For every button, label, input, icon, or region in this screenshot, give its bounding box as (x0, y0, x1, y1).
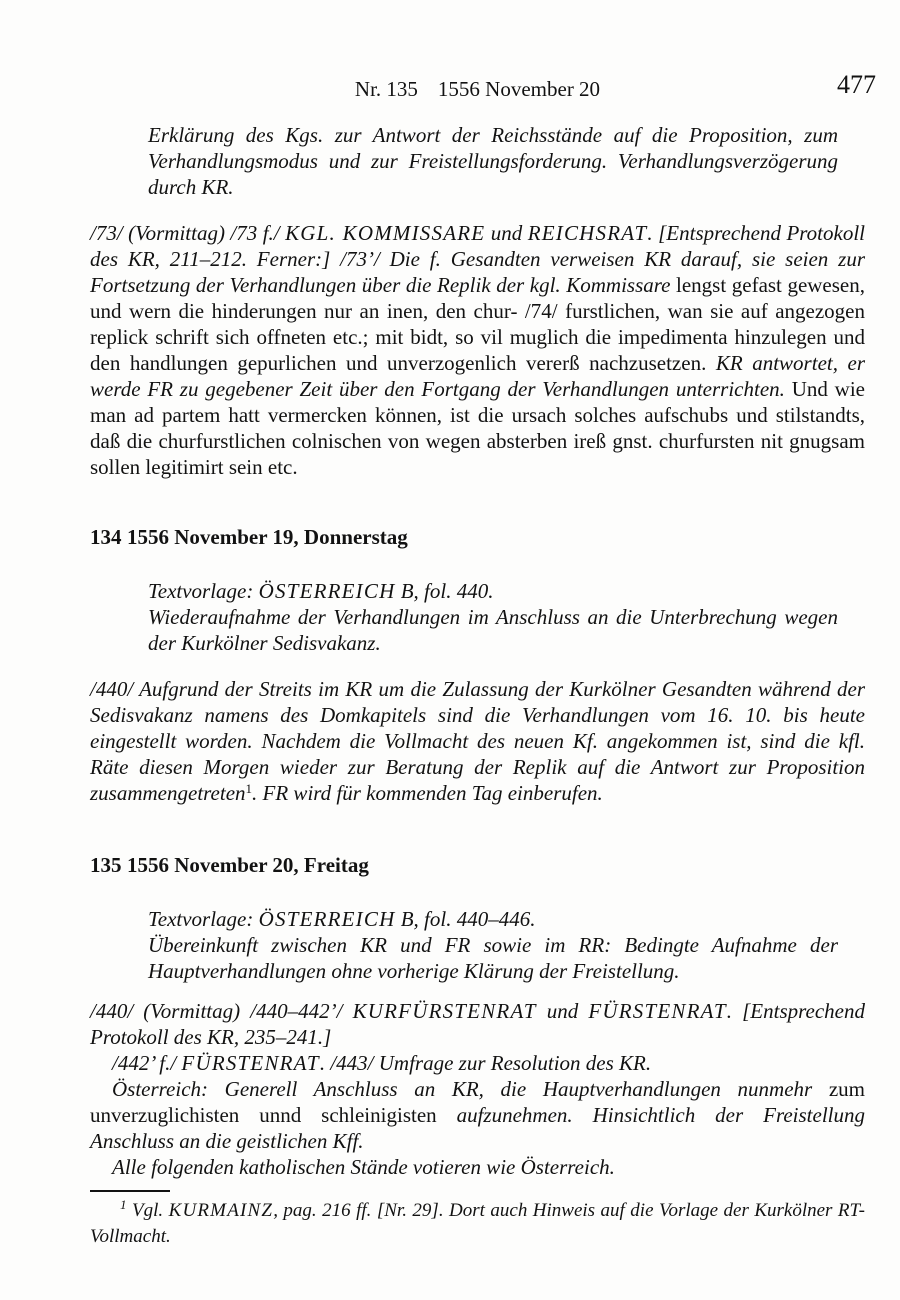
text-segment-caps: KGL. KOMMISSARE (285, 221, 486, 245)
entry-134-source-line (148, 578, 838, 604)
running-head-date: 1556 November 20 (437, 77, 601, 101)
text-block (90, 0, 876, 1250)
entry-title: 1556 November 19, Donnerstag (127, 525, 408, 549)
text-segment-it: Textvorlage: (148, 579, 259, 603)
entry-134-body-paragraph (90, 676, 865, 806)
entry-134-summary: Wiederaufnahme der Verhandlungen im Anschluss an die Unterbrechung wegen der Kurkölner Sedisvakanz. (148, 605, 838, 655)
text-segment-caps: KURMAINZ (168, 1200, 274, 1221)
entry-number: 134 (90, 525, 122, 549)
text-segment-it: . [Entsprechend Protokoll des KR, 235–241.] (90, 999, 865, 1049)
footnote-paragraph (90, 1198, 865, 1250)
entry-135-source-line (148, 906, 838, 932)
text-segment-it: . /443/ Umfrage zur Resolution des KR. (319, 1051, 652, 1075)
entry-134-source-block (148, 578, 838, 656)
entry-heading-135 (90, 852, 865, 878)
text-segment-it: . [Entsprechend Protokoll des KR, 211–212. Ferner:] /73’/ Die f. Gesandten verweisen KR darauf, sie seien zur Fortsetzung der Verhandlungen über die Replik der kgl. Kommissare (90, 221, 865, 297)
text-segment-it: /440/ Aufgrund der Streits im KR um die Zulassung der Kurkölner Gesandten während der Sedisvakanz namens des Domkapitels sind die Verhandlungen vom 16. 10. bis heute eingestellt worden. Nachdem die Vollmacht des neuen Kf. angekommen ist, sind die kfl. Räte diesen Morgen wieder zur Beratung der Replik auf die Antwort zur Proposition zusammengetreten (90, 677, 865, 805)
text-segment-it: /440/ (Vormittag) /440–442’/ (90, 999, 353, 1023)
text-segment-caps: REICHSRAT (527, 221, 648, 245)
running-head (90, 0, 865, 104)
text-segment-it: KR antwortet, er werde FR zu gegebener Zeit über den Fortgang der Verhandlungen unterrichten. (90, 351, 865, 401)
page-number: 477 (837, 70, 876, 99)
footnote-separator-rule (90, 1190, 170, 1192)
text-segment-rm: zum unverzuglichisten unnd schleinigisten (90, 1077, 865, 1127)
running-head-entry-number: Nr. 135 (354, 77, 418, 101)
text-segment-it: Textvorlage: (148, 907, 259, 931)
text-segment-it: /442’ f./ (112, 1051, 182, 1075)
footnote-area (90, 1190, 865, 1250)
entry-135-paragraph-4 (90, 1154, 865, 1180)
text-segment-it: . FR wird für kommenden Tag einberufen. (252, 781, 603, 805)
entry-135-summary: Übereinkunft zwischen KR und FR sowie im RR: Bedingte Aufnahme der Hauptverhandlungen ohne vorherige Klärung der Freistellung. (148, 933, 838, 983)
text-segment-it: und (485, 221, 528, 245)
text-segment-caps: ÖSTERREICH (258, 579, 396, 603)
footnote-marker: 1 (120, 1197, 127, 1212)
text-segment-it: B, fol. 440. (395, 579, 494, 603)
text-segment-it: Österreich: Generell Anschluss an KR, die Hauptverhandlungen nunmehr (112, 1077, 829, 1101)
entry-heading-134 (90, 524, 865, 550)
footnote-marker: 1 (245, 781, 253, 796)
entry-135-paragraph-2 (90, 1050, 865, 1076)
entry-135-source-block (148, 906, 838, 984)
text-segment-it: aufzunehmen. Hinsichtlich der Freistellung Anschluss an die geistlichen Kff. (90, 1103, 865, 1153)
text-segment-rm: lengst gefast gewesen, und wern die hinderungen nur an inen, den chur- /74/ furstlichen, wan sie auf angezogen replick schrift sich offneten etc.; mit bidt, so vil muglich die impedimenta hinzulegen und den handlungen gepurlichen und unverzogenlich vererß nachzusetzen. (90, 273, 865, 375)
text-segment-caps: FÜRSTENRAT (181, 1051, 320, 1075)
intro-summary-paragraph: Erklärung des Kgs. zur Antwort der Reichsstände auf die Proposition, zum Verhandlungsmodus und zur Freistellungsforderung. Verhandlungsverzögerung durch KR. (148, 123, 838, 199)
text-segment-it: Alle folgenden katholischen Stände votieren wie Österreich. (112, 1155, 615, 1179)
entry-title: 1556 November 20, Freitag (127, 853, 369, 877)
entry-135-paragraph-3 (90, 1076, 865, 1154)
text-segment-caps: FÜRSTENRAT (588, 999, 727, 1023)
running-head-title (355, 76, 600, 102)
text-segment-it: Vgl. (126, 1200, 169, 1221)
text-segment-rm: Und wie man ad partem hatt vermercken können, ist die ursach solches aufschubs und stilstandts, daß die churfurstlichen colnischen von wegen absterben ireß gnst. churfursten nit gnugsam sollen legitimirt sein etc. (90, 377, 865, 479)
text-segment-caps: ÖSTERREICH (258, 907, 396, 931)
entry-number: 135 (90, 853, 122, 877)
text-segment-it: und (536, 999, 589, 1023)
intro-body-paragraph (90, 220, 865, 480)
text-segment-it: B, fol. 440–446. (395, 907, 536, 931)
text-segment-it: , pag. 216 ff. [Nr. 29]. Dort auch Hinweis auf die Vorlage der Kurkölner RT-Vollmacht. (90, 1200, 865, 1247)
text-segment-it: /73/ (Vormittag) /73 f./ (90, 221, 286, 245)
text-segment-caps: KURFÜRSTENRAT (352, 999, 537, 1023)
entry-135-paragraph-1 (90, 998, 865, 1050)
